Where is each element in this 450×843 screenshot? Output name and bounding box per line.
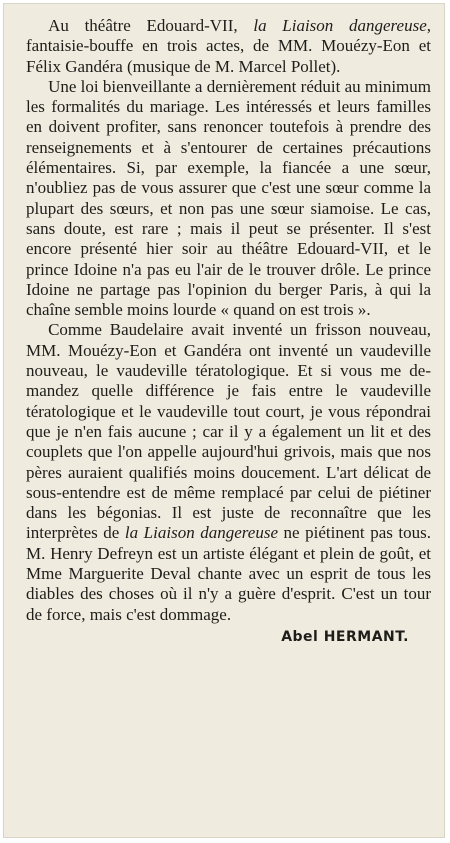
paragraph-2: Une loi bienveillante a dernièrement réduit au minimum les formalités du mariage. Les intéressés et leurs familles en doivent profiter, sans renoncer toutefois à prendre des renseignements et à s'entourer de certaines précautions élémentaires. Si, par exemple, la fiancée a une sœur, n'oubliez pas de vous assurer que c'est une sœur comme la plupart des sœurs, et non pas une sœur siamoise. Le cas, sans doute, est rare ; mais il peut se présenter. Il s'est encore présenté hier soir au théâtre Edouard-VII, et le prince Idoine n'a pas eu l'air de le trouver drôle. Le prince Idoine ne partage pas l'opinion du berger Paris, à qui la chaîne semble moins lourde « quand on est trois ». <box>26 76 431 320</box>
paragraph-3-text: Comme Baudelaire avait inventé un frisson nouveau, MM. Mouézy-Eon et Gandéra ont inventé un vaudeville nouveau, le vaudeville tératologique. Et si vous me demandez quelle différence je fais entre le vaudeville tératologique et le vaudeville tout court, je vous répondrai que je n'en fais aucune ; car il y a également un lit et des couplets que l'on appelle aujourd'hui grivois, mais que nos pères auraient qualifiés moins doucement. L'art délicat de sous-entendre est de même remplacé par celui de piétiner dans les bégonias. Il est juste de reconnaître que les interprètes de <box>26 320 431 543</box>
newspaper-clipping <box>3 3 445 838</box>
play-title-reference: la Liaison dangereuse <box>124 523 278 543</box>
paragraph-3 <box>26 320 431 624</box>
paragraph-3-rest: ne piétinent pas tous. M. Henry Defreyn est un artiste élégant et plein de goût, et Mme Marguerite Deval chante avec un esprit de tous les diables des choses où il n'y a guère d'esprit. C'est un tour de force, mais c'est dommage. <box>26 523 431 624</box>
paragraph-1 <box>26 16 431 77</box>
author-signature: Abel HERMANT. <box>281 628 409 645</box>
play-title: la Liaison dangereuse <box>253 16 427 35</box>
paragraph-1-rest: , fantaisie-bouffe en trois actes, de MM. Mouézy-Eon et Félix Gandéra (musique de M. Marcel Pollet). <box>26 16 431 76</box>
paragraph-1-intro: Au théâtre Edouard-VII, <box>48 16 254 35</box>
article <box>26 16 431 647</box>
